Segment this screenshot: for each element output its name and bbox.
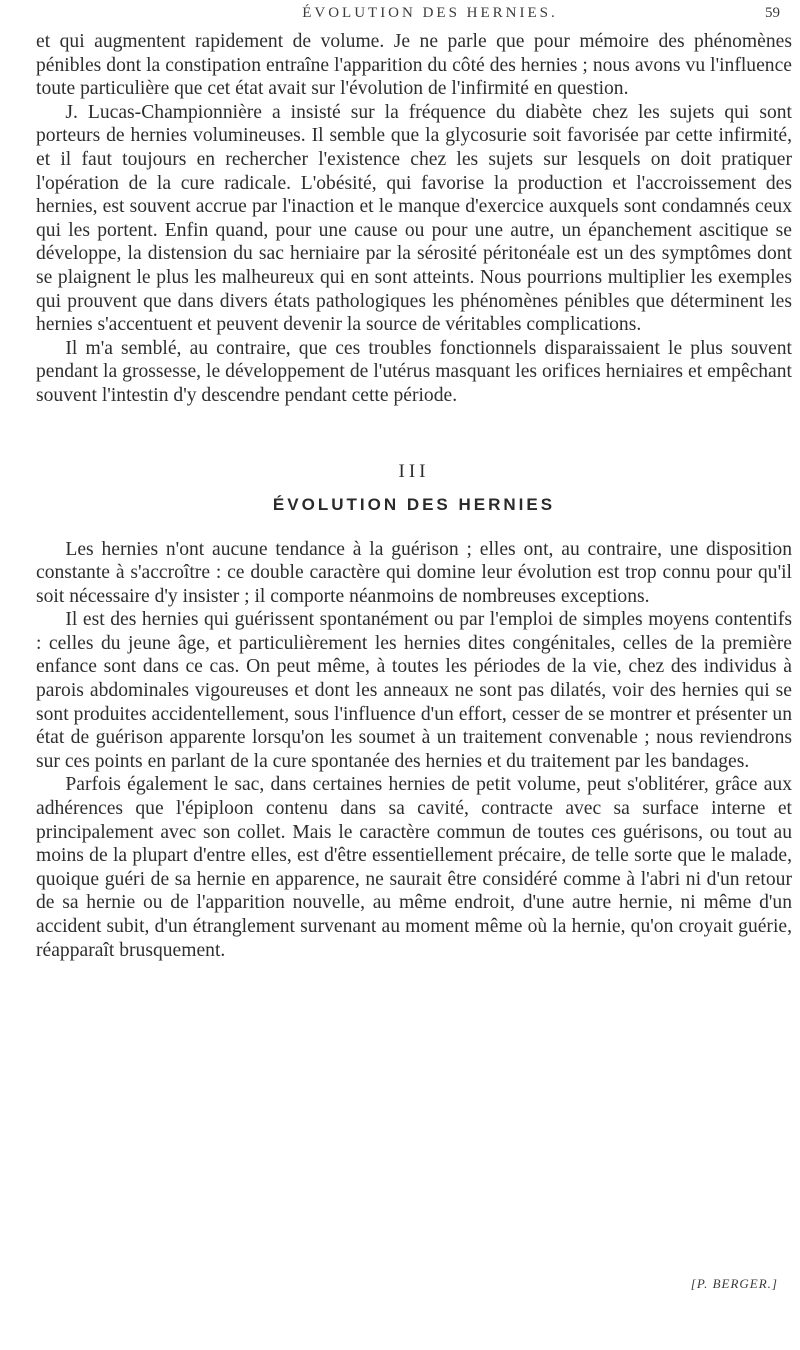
body-text — [36, 30, 792, 962]
paragraph-no-tendency: Les hernies n'ont aucune tendance à la guérison ; elles ont, au contraire, une disposition constante à s'accroître : ce double caractère qui domine leur évolution est trop connu pour qu'il soit nécessaire d'y insister ; il comporte néanmoins de nombreuses exceptions. — [36, 538, 792, 607]
printer-signature-mark: [P. BERGER.] — [690, 1276, 778, 1291]
paragraph-continued: et qui augmentent rapidement de volume. Je ne parle que pour mémoire des phénomènes pénibles dont la constipation entraîne l'apparition du côté des hernies ; nous avons vu l'influence toute particulière que cet état avait sur l'évolution de l'infirmité en question. — [36, 31, 792, 100]
section-number: III — [398, 460, 430, 482]
section-title: ÉVOLUTION DES HERNIES — [272, 494, 556, 514]
paragraph-spontaneous-healing: Il est des hernies qui guérissent spontanément ou par l'emploi de simples moyens contentifs : celles du jeune âge, et particulièrement les hernies dites congénitales, celles de la première enfance sont dans ce cas. On peut même, à toutes les périodes de la vie, chez des individus à parois abdominales vigoureuses et dont les anneaux ne sont pas dilatés, voir des hernies qui se sont produites accidentellement, sous l'influence d'un effort, cesser de se montrer et présenter un état de guérison apparente lorsqu'on les soumet à un traitement convenable ; nous reviendrons sur ces points en parlant de la cure spontanée des hernies et du traitement par les bandages. — [36, 609, 792, 772]
page-number: 59 — [765, 5, 780, 21]
paragraph-pregnancy: Il m'a semblé, au contraire, que ces troubles fonctionnels disparaissaient le plus souvent pendant la grossesse, le développement de l'utérus masquant les orifices herniaires et empêchant souvent l'intestin d'y descendre pendant cette période. — [36, 337, 792, 406]
paragraph-sac-obliteration: Parfois également le sac, dans certaines hernies de petit volume, peut s'oblitérer, grâce aux adhérences que l'épiploon contenu dans sa cavité, contracte avec sa surface interne et principalement avec son collet. Mais le caractère commun de toutes ces guérisons, ou tout au moins de la plupart d'entre elles, est d'être essentiellement précaire, de telle sorte que le malade, quoique guéri de sa hernie en apparence, ne saurait être considéré comme à l'abri ni d'un retour de sa hernie ou de l'apparition nouvelle, au même endroit, d'une autre hernie, ni même d'un accident subit, d'un étranglement survenant au moment même où la hernie, qu'on croyait guérie, réapparaît brusquement. — [36, 774, 792, 961]
running-title: ÉVOLUTION DES HERNIES. — [302, 5, 558, 21]
running-head — [80, 5, 780, 29]
paragraph-diabetes: J. Lucas-Championnière a insisté sur la fréquence du diabète chez les sujets qui sont porteurs de hernies volumineuses. Il semble que la glycosurie soit favorisée par cette infirmité, et il faut toujours en rechercher l'existence chez les sujets sur lesquels on doit pratiquer l'opération de la cure radicale. L'obésité, qui favorise la production et l'accroissement des hernies, est souvent accrue par l'inaction et le manque d'exercice auxquels sont condamnés ceux qui les portent. Enfin quand, pour une cause ou pour une autre, un épanchement ascitique se développe, la distension du sac herniaire par la sérosité péritonéale est un des symptômes dont se plaignent le plus les malheureux qui en sont atteints. Nous pourrions multiplier les exemples qui prouvent que dans divers états pathologiques les phénomènes pénibles que déterminent les hernies s'accentuent et peuvent devenir la source de véritables complications. — [36, 101, 792, 336]
